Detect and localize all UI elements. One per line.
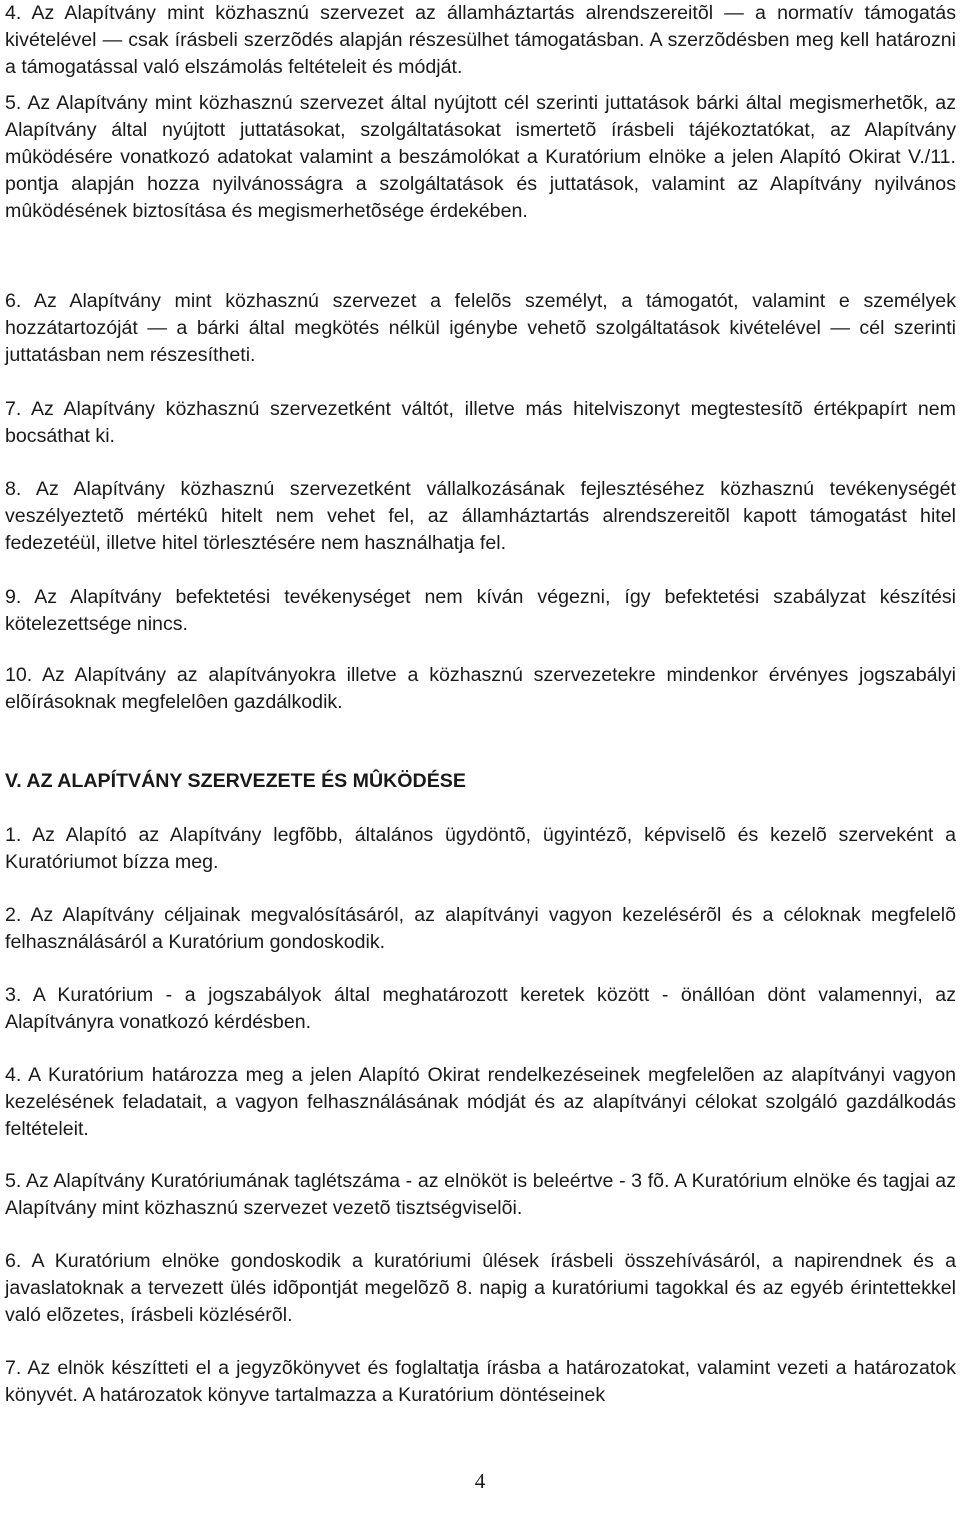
section-v-paragraph-6: 6. A Kuratórium elnöke gondoskodik a kuratóriumi ûlések írásbeli összehívásáról, a napirendnek és a javaslatoknak a tervezett ülés idõpontját megelõzõ 8. napig a kuratóriumi tagokkal és az egyéb érintettekkel való elõzetes, írásbeli közlésérõl. bbox=[5, 1250, 956, 1326]
section-heading: V. AZ ALAPÍTVÁNY SZERVEZETE ÉS MÛKÖDÉSE bbox=[5, 770, 466, 792]
section-v-paragraph-7: 7. Az elnök készítteti el a jegyzõkönyvet és foglaltatja írásba a határozatokat, valamint vezeti a határozatok könyvét. A határozatok könyve tartalmazza a Kuratórium döntéseinek bbox=[5, 1357, 956, 1406]
page-number: 4 bbox=[474, 1469, 486, 1493]
paragraph-8: 8. Az Alapítvány közhasznú szervezetként vállalkozásának fejlesztéséhez közhasznú tevékenységét veszélyeztetõ mértékû hitelt nem vehet fel, az államháztartás alrendszereitõl kapott támogatást hitel fedezetéül, illetve hitel törlesztésére nem használhatja fel. bbox=[5, 478, 956, 554]
paragraph-5: 5. Az Alapítvány mint közhasznú szervezet által nyújtott cél szerinti juttatások bárki által megismerhetõk, az Alapítvány által nyújtott juttatásokat, szolgáltatásokat ismertetõ írásbeli tájékoztatókat, az Alapítvány mûködésére vonatkozó adatokat valamint a beszámolókat a Kuratórium elnöke a jelen Alapító Okirat V./11. pontja alapján hozza nyilvánosságra a szolgáltatások és juttatások, valamint az Alapítvány nyilvános mûködésének biztosítása és megismerhetõsége érdekében. bbox=[5, 92, 956, 222]
section-v-paragraph-2: 2. Az Alapítvány céljainak megvalósításáról, az alapítványi vagyon kezelésérõl és a céloknak megfelelõ felhasználásáról a Kuratórium gondoskodik. bbox=[5, 904, 956, 953]
paragraph-9: 9. Az Alapítvány befektetési tevékenységet nem kíván végezni, így befektetési szabályzat készítési kötelezettsége nincs. bbox=[5, 586, 956, 635]
section-v-paragraph-4: 4. A Kuratórium határozza meg a jelen Alapító Okirat rendelkezéseinek megfelelõen az alapítványi vagyon kezelésének feladatait, a vagyon felhasználásának módját és az alapítványi célokat szolgáló gazdálkodás feltételeit. bbox=[5, 1064, 956, 1140]
paragraph-10: 10. Az Alapítvány az alapítványokra illetve a közhasznú szervezetekre mindenkor érvényes jogszabályi elõírásoknak megfelelôen gazdálkodik. bbox=[5, 664, 956, 713]
section-v-paragraph-3: 3. A Kuratórium - a jogszabályok által meghatározott keretek között - önállóan dönt valamennyi, az Alapítványra vonatkozó kérdésben. bbox=[5, 984, 956, 1033]
paragraph-4: 4. Az Alapítvány mint közhasznú szervezet az államháztartás alrendszereitõl — a normatív támogatás kivételével — csak írásbeli szerzõdés alapján részesülhet támogatásban. A szerzõdésben meg kell határozni a támogatással való elszámolás feltételeit és módját. bbox=[5, 2, 956, 78]
section-v-paragraph-1: 1. Az Alapító az Alapítvány legfõbb, általános ügydöntõ, ügyintézõ, képviselõ és kezelõ szerveként a Kuratóriumot bízza meg. bbox=[5, 824, 956, 873]
paragraph-7: 7. Az Alapítvány közhasznú szervezetként váltót, illetve más hitelviszonyt megtestesítõ értékpapírt nem bocsáthat ki. bbox=[5, 398, 956, 447]
section-v-paragraph-5: 5. Az Alapítvány Kuratóriumának taglétszáma - az elnököt is beleértve - 3 fõ. A Kuratórium elnöke és tagjai az Alapítvány mint közhasznú szervezet vezetõ tisztségviselõi. bbox=[5, 1170, 956, 1219]
paragraph-6: 6. Az Alapítvány mint közhasznú szervezet a felelõs személyt, a támogatót, valamint e személyek hozzátartozóját — a bárki által megkötés nélkül igénybe vehetõ szolgáltatások kivételével — cél szerinti juttatásban nem részesítheti. bbox=[5, 290, 956, 366]
